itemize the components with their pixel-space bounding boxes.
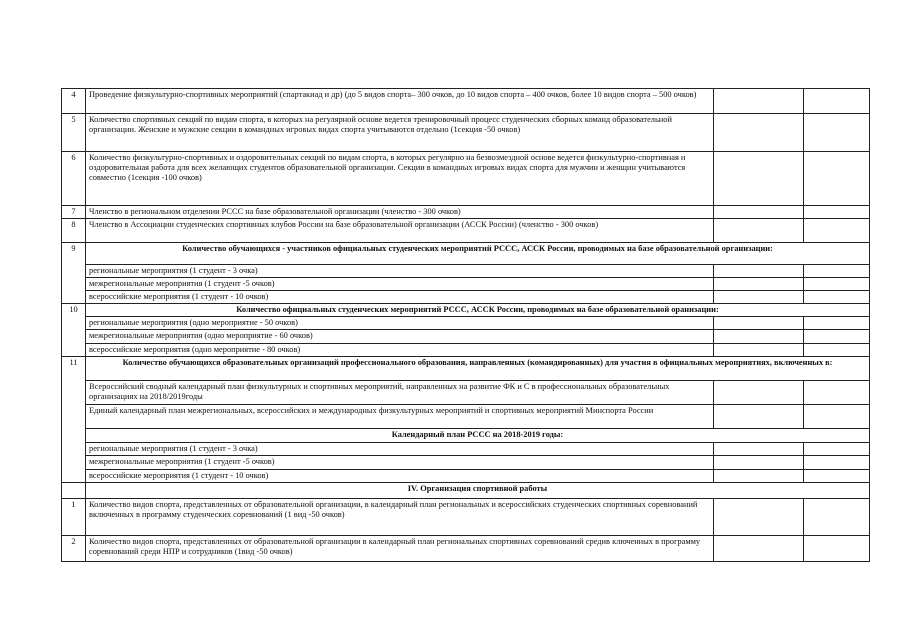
score-cell	[804, 443, 870, 456]
subsection-header: Календарный план РССС на 2018-2019 годы:	[86, 429, 870, 443]
table-row	[62, 317, 870, 330]
row-text: Проведение физкультурно-спортивных мероприятий (спартакиад и др) (до 5 видов спорта– 300 очков, до 10 видов спорта – 400 очков, более 10 видов спорта – 500 очков)	[86, 89, 714, 114]
row-text: межрегиональные мероприятия (1 студент -5 очков)	[86, 456, 714, 470]
score-cell	[804, 536, 870, 562]
row-text: Всероссийский сводный календарный план физкультурных и спортивных мероприятий, направленных на развитие ФК и С в профессиональных образовательных организациях на 2018/2019годы	[86, 381, 714, 405]
value-cell	[714, 405, 804, 429]
row-number: 6	[62, 152, 86, 206]
row-text: Количество спортивных секций по видам спорта, в которых на регулярной основе ведется тренировочный процесс студенческих сборных команд образовательной организации. Женские и мужские секции в командных игровых видах спорта учитываются отдельно (1секция -50 очков)	[86, 114, 714, 152]
section-header: Количество обучающихся - участников официальных студенческих мероприятий РССС, АССК России, проводимых на базе образовательной организации:	[86, 243, 870, 265]
score-cell	[804, 330, 870, 344]
score-cell	[804, 405, 870, 429]
table-row	[62, 278, 870, 291]
table-row	[62, 152, 870, 206]
table-row	[62, 344, 870, 357]
value-cell	[714, 317, 804, 330]
value-cell	[714, 265, 804, 278]
table-row	[62, 381, 870, 405]
value-cell	[714, 456, 804, 470]
row-text: Единый календарный план межрегиональных, всероссийских и международных физкультурных мероприятий и спортивных мероприятий Минспорта России	[86, 405, 714, 429]
table-row	[62, 330, 870, 344]
section-header: Количество официальных студенческих мероприятий РССС, АССК России, проводимых на базе образовательной оранизации:	[86, 304, 870, 317]
score-cell	[804, 499, 870, 536]
value-cell	[714, 536, 804, 562]
table-row	[62, 219, 870, 243]
table-row	[62, 470, 870, 483]
value-cell	[714, 114, 804, 152]
row-number: 10	[62, 304, 86, 357]
score-cell	[804, 470, 870, 483]
table-row	[62, 405, 870, 429]
row-text: региональные мероприятия (одно мероприятие - 50 очков)	[86, 317, 714, 330]
value-cell	[714, 381, 804, 405]
value-cell	[714, 219, 804, 243]
score-cell	[804, 317, 870, 330]
table-row	[62, 536, 870, 562]
score-cell	[804, 265, 870, 278]
section-header-row	[62, 304, 870, 317]
value-cell	[714, 152, 804, 206]
table-row	[62, 499, 870, 536]
row-text: межрегиональные мероприятия (1 студент -5 очков)	[86, 278, 714, 291]
score-cell	[804, 344, 870, 357]
value-cell	[714, 291, 804, 304]
row-number	[62, 483, 86, 499]
table-row	[62, 265, 870, 278]
row-text: всероссийские мероприятия (1 студент - 10 очков)	[86, 291, 714, 304]
row-number: 11	[62, 357, 86, 483]
value-cell	[714, 443, 804, 456]
row-number: 2	[62, 536, 86, 562]
chapter-header-row	[62, 483, 870, 499]
table-row	[62, 206, 870, 219]
row-text: всероссийские мероприятия (1 студент - 10 очков)	[86, 470, 714, 483]
score-cell	[804, 152, 870, 206]
criteria-table	[61, 88, 870, 562]
score-cell	[804, 114, 870, 152]
table-row	[62, 114, 870, 152]
row-text: региональные мероприятия (1 студент - 3 очка)	[86, 443, 714, 456]
row-text: Количество физкультурно-спортивных и оздоровительных секций по видам спорта, в которых регулярно на безвозмездной основе ведется физкультурно-спортивная и оздоровительная работа для всех желающих студентов образовательной организации. Секции в командных игровых видах спорта для мужчин и женщин учитываются совместно (1секция -100 очков)	[86, 152, 714, 206]
row-text: всероссийские мероприятия (одно мероприятие - 80 очков)	[86, 344, 714, 357]
row-number: 7	[62, 206, 86, 219]
score-cell	[804, 456, 870, 470]
row-number: 8	[62, 219, 86, 243]
score-cell	[804, 381, 870, 405]
row-number: 4	[62, 89, 86, 114]
value-cell	[714, 89, 804, 114]
row-number: 9	[62, 243, 86, 304]
value-cell	[714, 278, 804, 291]
score-cell	[804, 219, 870, 243]
row-text: межрегиональные мероприятия (одно мероприятие - 60 очков)	[86, 330, 714, 344]
value-cell	[714, 330, 804, 344]
section-header-row	[62, 357, 870, 381]
chapter-header: IV. Организация спортивной работы	[86, 483, 870, 499]
row-text: Членство в Ассоциации студенческих спортивных клубов России на базе образовательной организации (АССК России) (членство - 300 очков)	[86, 219, 714, 243]
table-row	[62, 89, 870, 114]
score-cell	[804, 89, 870, 114]
row-number: 1	[62, 499, 86, 536]
row-text: региональные мероприятия (1 студент - 3 очка)	[86, 265, 714, 278]
row-text: Членство в региональном отделении РССС на базе образовательной организации (членство - 300 очков)	[86, 206, 714, 219]
table-row	[62, 443, 870, 456]
value-cell	[714, 206, 804, 219]
section-header: Количество обучающихся образовательных организаций профессионального образования, направленных (командированных) для участия в официальных мероприятиях, включенных в:	[86, 357, 870, 381]
value-cell	[714, 344, 804, 357]
section-header-row	[62, 243, 870, 265]
row-text: Количество видов спорта, представленных от образовательной организации в календарный план региональных спортивных соревнований средив ключенных в программу соревнований среди НПР и сотрудников (1вид -50 очков)	[86, 536, 714, 562]
value-cell	[714, 499, 804, 536]
table-row	[62, 291, 870, 304]
score-cell	[804, 206, 870, 219]
score-cell	[804, 278, 870, 291]
row-number: 5	[62, 114, 86, 152]
value-cell	[714, 470, 804, 483]
row-text: Количество видов спорта, представленных от образовательной организации, в календарный план региональных и всероссийских студенческих спортивных соревнований включенных в программу студенческих соревнований (1 вид -50 очков)	[86, 499, 714, 536]
score-cell	[804, 291, 870, 304]
table-row	[62, 456, 870, 470]
subsection-header-row	[62, 429, 870, 443]
